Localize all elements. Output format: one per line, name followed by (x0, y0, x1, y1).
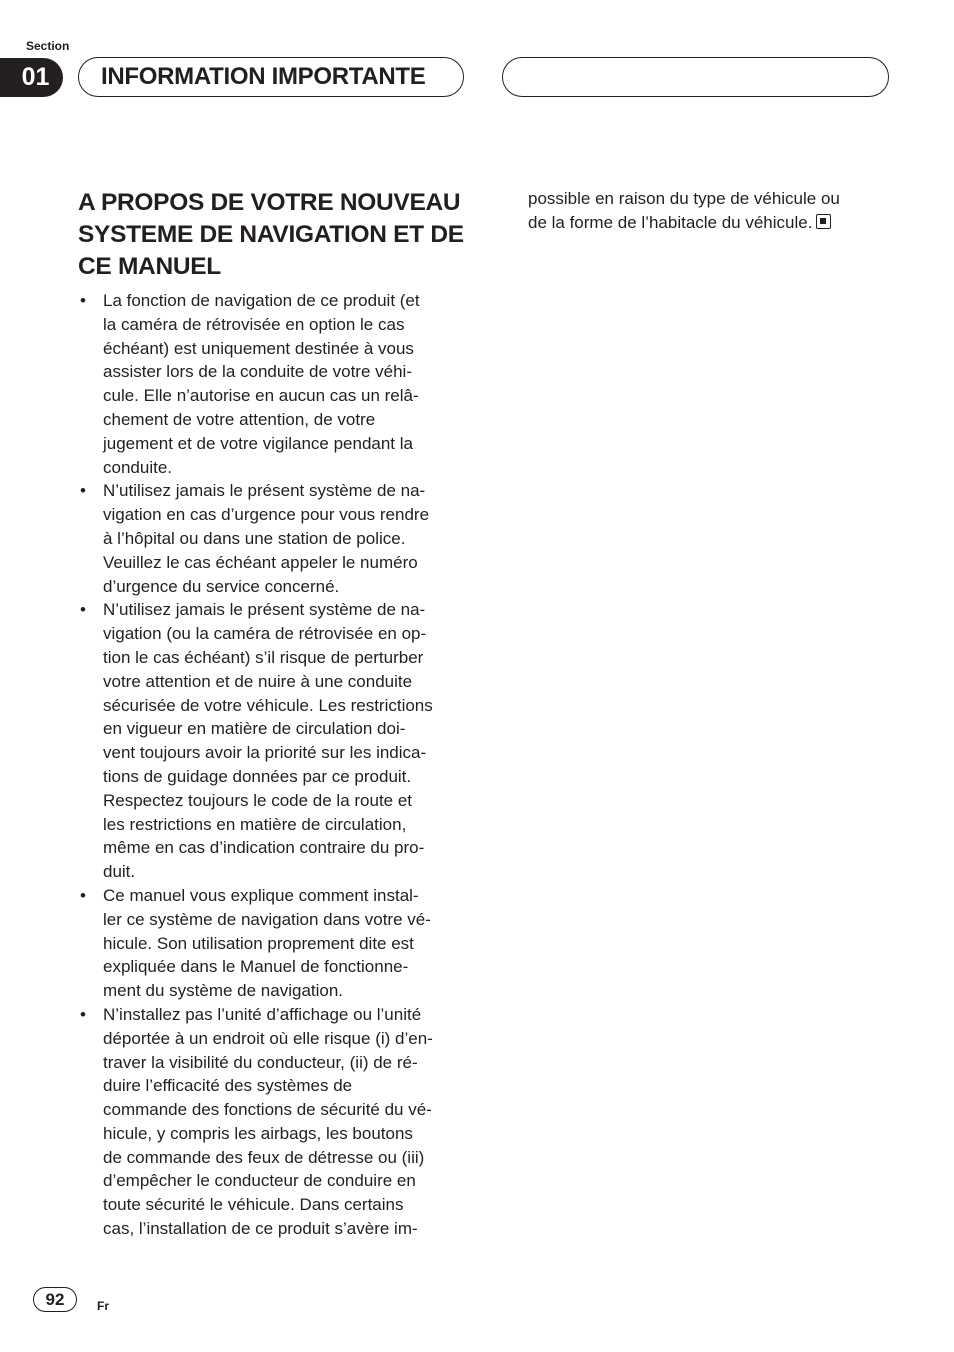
subsection-title-box (502, 57, 889, 97)
bullet-icon: • (80, 481, 86, 501)
article-heading: A PROPOS DE VOTRE NOUVEAU SYSTEME DE NAVIGATION ET DE CE MANUEL (78, 189, 464, 280)
page-number: 92 (33, 1287, 77, 1312)
bullet-icon: • (80, 885, 86, 905)
list-item (78, 289, 468, 479)
bullet-text: N’installez pas l’unité d’affichage ou l’unité déportée à un endroit où elle risque (i) d’en- traver la visibilité du conducteur, (ii) de ré- duire l’efficacité des systèmes de commande des fonctions de sécurité du vé- hicule, y compris les airbags, les boutons de commande des feux de détresse ou (iii) d’empêcher le conducteur de conduire en toute sécurité le véhicule. Dans certains cas, l’installation de ce produit s’avère im- (103, 1004, 433, 1239)
list-item (78, 598, 468, 884)
section-title: INFORMATION IMPORTANTE (101, 63, 426, 90)
end-of-section-icon (816, 214, 831, 229)
list-item (78, 1003, 468, 1241)
list-item (78, 884, 468, 1003)
continuation-paragraph (528, 187, 898, 235)
continuation-text: possible en raison du type de véhicule ou de la forme de l’habitacle du véhicule. (528, 189, 840, 232)
bullet-list (78, 289, 468, 1241)
bullet-text: N’utilisez jamais le présent système de na- vigation (ou la caméra de rétrovisée en op- tion le cas échéant) s’il risque de perturber votre attention et de nuire à une conduite sécurisée de votre véhicule. Les restrictions en vigueur en matière de circulation doi- vent toujours avoir la priorité sur les indica- tions de guidage données par ce produit. Respectez toujours le code de la route et les restrictions en matière de circulation, même en cas d’indication contraire du pro- duit. (103, 600, 433, 882)
bullet-text: Ce manuel vous explique comment instal- ler ce système de navigation dans votre vé- hicule. Son utilisation proprement dite est expliquée dans le Manuel de fonctionne- ment du système de navigation. (103, 885, 431, 1001)
section-title-box (78, 57, 464, 97)
section-number-badge: 01 (0, 58, 63, 97)
bullet-icon: • (80, 291, 86, 310)
bullet-text: La fonction de navigation de ce produit (et la caméra de rétrovisée en option le cas échéant) est uniquement destinée à vous assister lors de la conduite de votre véhi- cule. Elle n’autorise en aucun cas un relâ- chement de votre attention, de votre jugement et de votre vigilance pendant la conduite. (103, 291, 420, 477)
list-item (78, 479, 468, 598)
bullet-icon: • (80, 1004, 86, 1024)
bullet-icon: • (80, 600, 86, 620)
bullet-text: N’utilisez jamais le présent système de na- vigation en cas d’urgence pour vous rendre à l’hôpital ou dans une station de police. Veuillez le cas échéant appeler le numéro d’urgence du service concerné. (103, 481, 430, 596)
section-label: Section (26, 39, 70, 53)
language-code: Fr (97, 1299, 109, 1313)
